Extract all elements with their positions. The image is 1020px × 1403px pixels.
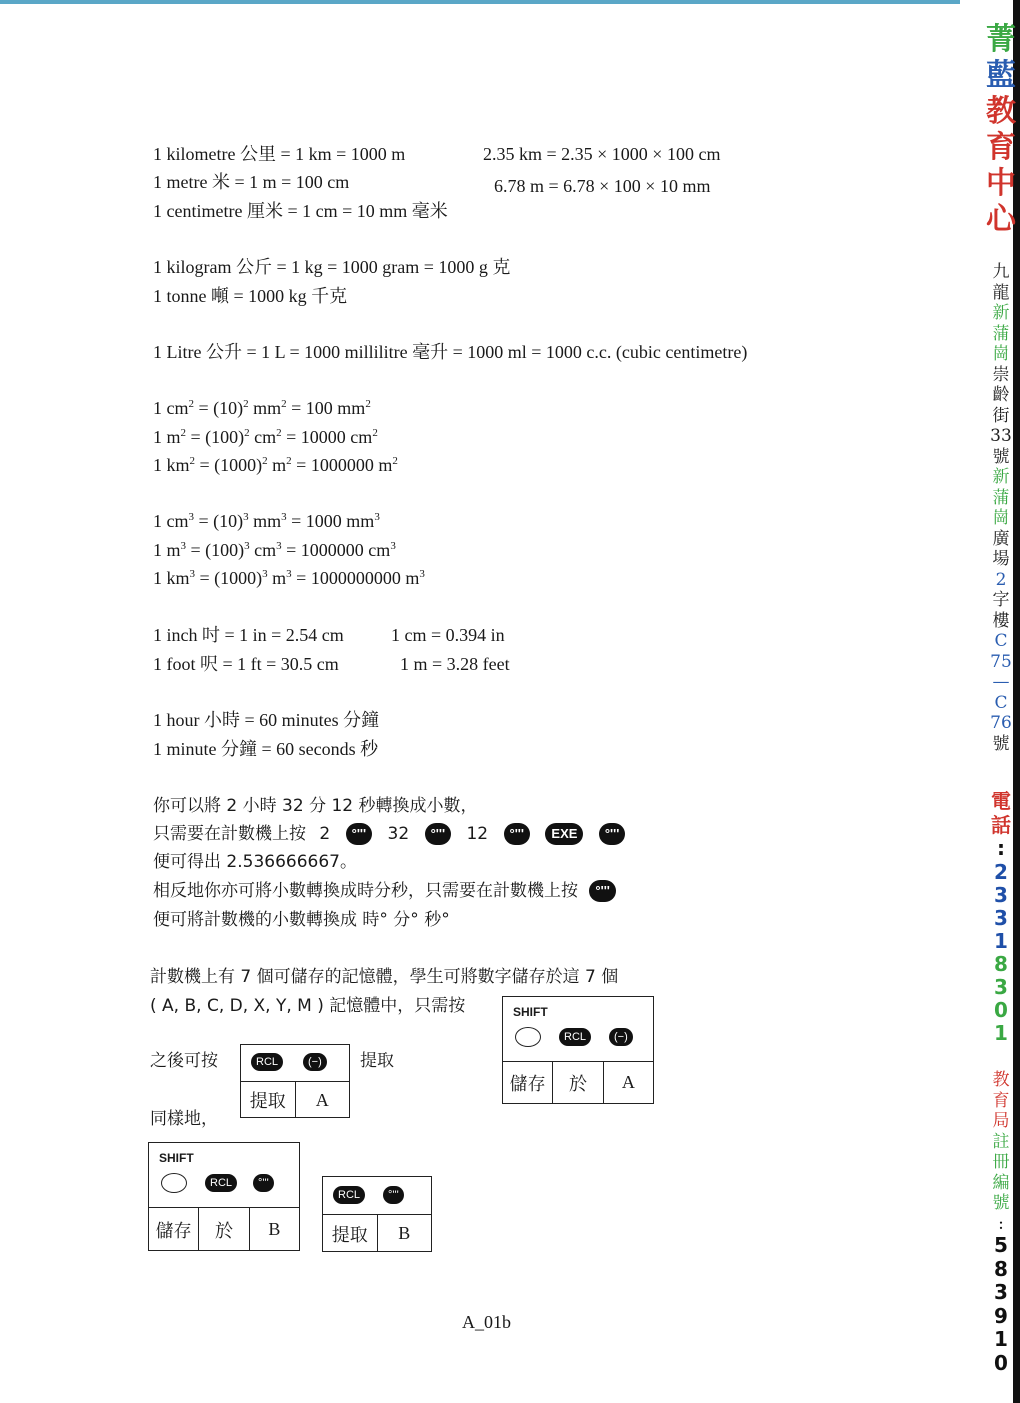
rcl-key: RCL [205,1174,237,1192]
dms-keys-line: 只需要在計數機上按 2 °''' 32 °''' 12 °''' EXE °''' [153,823,625,845]
title-char: 藍 [986,58,1016,93]
at-cell: 於 [553,1062,603,1104]
cubic-cm: 1 $cm^3 = (10)^3$ $mm^3 = 1000$ $mm^3$ [153,511,380,531]
title-char: 育 [986,130,1016,165]
length-example-km: 2.35 km = 2.35 × 1000 × 100 cm [483,144,721,164]
store-b-box [148,1142,300,1251]
sidebar-address: 九 龍 新 蒲 崗 崇 齡 街 33 號 新 蒲 崗 廣 場 2 字 樓 C 75 — C 76 號 [990,262,1012,754]
shift-key-label: SHIFT [513,1005,548,1019]
neg-key: (−) [609,1028,633,1046]
var-b-cell: B [268,1219,281,1240]
sidebar-registration: 教 育 局 註 冊 編 號 : 5 8 3 9 1 0 [992,1070,1010,1375]
cubic-m: 1 $m^3 = (100)^3$ $cm^3 = 1000000$ $cm^3$ [153,540,396,560]
var-a-cell: A [621,1072,635,1093]
at-cell: 於 [199,1208,249,1251]
time-hour: 1 hour 小時 = 60 minutes 分鐘 [153,710,380,730]
dms-key: °''' [599,823,625,845]
memory-recall-suffix: 提取 [360,1051,394,1071]
time-minute: 1 minute 分鐘 = 60 seconds 秒 [153,739,379,759]
sidebar-title [986,22,1016,238]
dms-reverse-result: 便可將計數機的小數轉換成 時° 分° 秒° [153,910,450,930]
title-char: 教 [986,94,1016,129]
mass-tonne: 1 tonne 噸 = 1000 kg 千克 [153,286,348,306]
imperial-foot: 1 foot 呎 = 1 ft = 30.5 cm [153,654,339,674]
recall-b-box [322,1176,432,1252]
recall-cell: 提取 [323,1215,378,1252]
length-m: 1 metre 米 = 1 m = 100 cm [153,172,350,192]
store-cell: 儲存 [149,1208,199,1251]
dms-reverse: 相反地你亦可將小數轉換成時分秒，只需要在計數機上按 °''' [153,880,616,902]
dms-key: °''' [346,823,372,845]
dms-key: °''' [383,1186,404,1204]
shift-bubble-icon [161,1173,187,1193]
length-example-m: 6.78 m = 6.78 × 100 × 10 mm [494,176,711,196]
mass-kg: 1 kilogram 公斤 = 1 kg = 1000 gram = 1000 g 克 [153,257,511,277]
shift-key-label: SHIFT [159,1151,194,1165]
area-km: 1 $km^2 = (1000)^2$ $m^2 = 1000000$ $m^2$ [153,455,398,475]
recall-a-box [240,1044,350,1118]
top-accent-line [0,0,960,4]
volume-litre: 1 Litre 公升 = 1 L = 1000 millilitre 毫升 = 1000 ml = 1000 c.c. (cubic centimetre) [153,342,748,362]
recall-cell: 提取 [241,1082,296,1118]
dms-result: 便可得出 2.536666667。 [153,852,357,872]
imperial-inch: 1 inch 吋 = 1 in = 2.54 cm [153,625,344,645]
area-m: 1 $m^2 = (100)^2$ $cm^2 = 10000$ $cm^2$ [153,427,378,447]
dms-intro: 你可以將 2 小時 32 分 12 秒轉換成小數， [153,796,478,816]
length-km: 1 kilometre 公里 = 1 km = 1000 m [153,144,406,164]
var-b-cell: B [398,1223,411,1243]
exe-key: EXE [545,823,583,845]
imperial-cm-in: 1 cm = 0.394 in [391,625,505,645]
rcl-key: RCL [251,1053,283,1071]
title-char: 心 [986,202,1016,237]
dms-key: °''' [253,1174,274,1192]
title-char: 菁 [986,22,1016,57]
store-a-box [502,996,654,1104]
memory-vars: ( A, B, C, D, X, Y, M ) 記憶體中，只需按 [150,996,466,1016]
dms-key: °''' [589,880,615,902]
memory-intro: 計數機上有 7 個可儲存的記憶體，學生可將數字儲存於這 7 個 [150,967,619,987]
dms-key: °''' [504,823,530,845]
dms-key: °''' [425,823,451,845]
rcl-key: RCL [333,1186,365,1204]
length-cm: 1 centimetre 厘米 = 1 cm = 10 mm 毫米 [153,201,448,221]
store-cell: 儲存 [503,1062,553,1104]
memory-recall-label: 之後可按 [150,1051,218,1071]
var-a-cell: A [315,1089,329,1110]
neg-key: (−) [303,1053,327,1071]
shift-bubble-icon [515,1027,541,1047]
memory-likewise: 同樣地， [150,1109,218,1129]
area-cm: 1 $cm^2 = (10)^2$ $mm^2 = 100$ $mm^2$ [153,398,371,418]
cubic-km: 1 $km^3 = (1000)^3$ $m^3 = 1000000000$ $m^3$ [153,568,425,588]
title-char: 中 [986,166,1016,201]
sidebar-phone: 電 話 : 2 3 3 1 8 3 0 1 [991,789,1011,1045]
rcl-key: RCL [559,1028,591,1046]
page-code: A_01b [462,1312,511,1332]
imperial-m-feet: 1 m = 3.28 feet [400,654,510,674]
